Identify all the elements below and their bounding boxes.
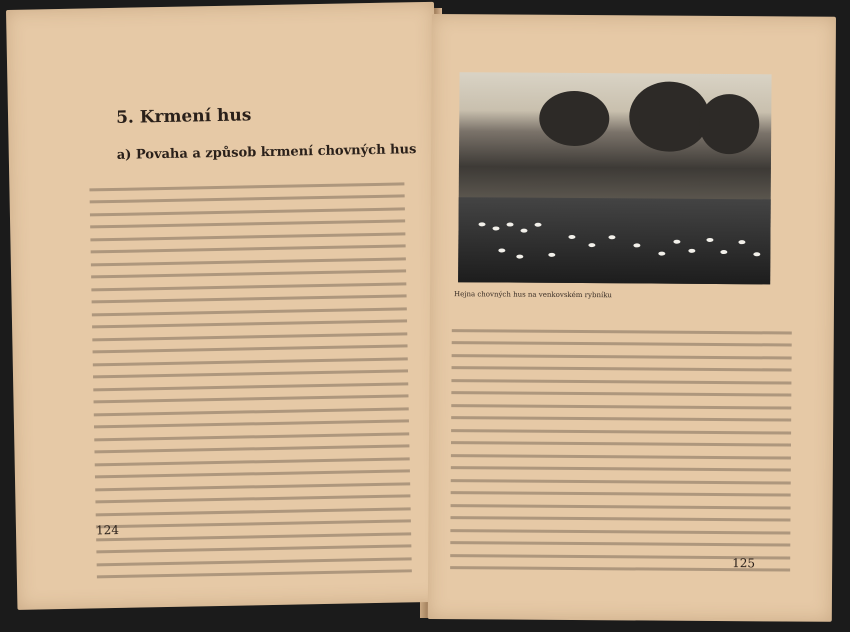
right-body-text: [450, 319, 792, 581]
right-page-number: 125: [732, 556, 756, 571]
section-title: a) Povaha a způsob krmení chovných hus: [116, 142, 417, 163]
left-body-text: [89, 172, 412, 587]
chapter-title: 5. Krmení hus: [115, 105, 252, 128]
left-page-number: 124: [95, 522, 120, 538]
figure-caption: Hejna chovných hus na venkovském rybníku: [454, 290, 612, 300]
left-page: [6, 2, 445, 610]
right-page: [428, 14, 836, 622]
geese-pond-photo: [458, 72, 771, 284]
